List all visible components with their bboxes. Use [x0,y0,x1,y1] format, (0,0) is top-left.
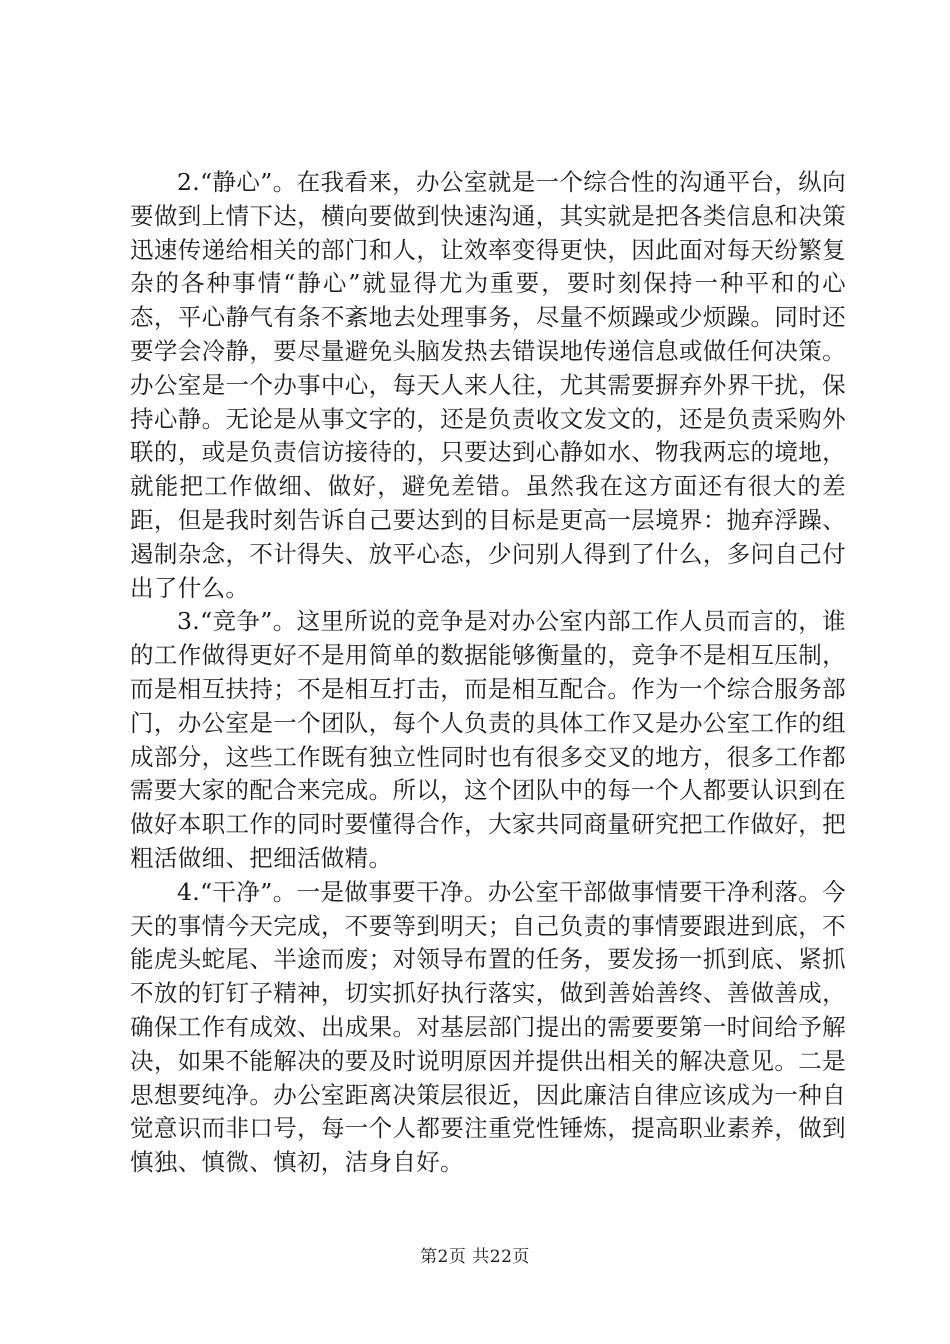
page-footer: 第2页 共22页 [420,1247,530,1267]
document-body [130,166,846,1180]
paragraph-jingzheng: 3.“竞争”。这里所说的竞争是对办公室内部工作人员而言的，谁的工作做得更好不是用简单的数据能够衡量的，竞争不是相互压制，而是相互扶持；不是相互打击，而是相互配合。作为一个综合服务部门，办公室是一个团队，每个人负责的具体工作又是办公室工作的组成部分，这些工作既有独立性同时也有很多交叉的地方，很多工作都需要大家的配合来完成。所以，这个团队中的每一个人都要认识到在做好本职工作的同时要懂得合作，大家共同商量研究把工作做好，把粗活做细、把细活做精。 [130,607,846,872]
paragraph-jingxin: 2.“静心”。在我看来，办公室就是一个综合性的沟通平台，纵向要做到上情下达，横向要做到快速沟通，其实就是把各类信息和决策迅速传递给相关的部门和人，让效率变得更快，因此面对每天纷繁复杂的各种事情“静心”就显得尤为重要，要时刻保持一种平和的心态，平心静气有条不紊地去处理事务，尽量不烦躁或少烦躁。同时还要学会冷静，要尽量避免头脑发热去错误地传递信息或做任何决策。办公室是一个办事中心，每天人来人往，尤其需要摒弃外界干扰，保持心静。无论是从事文字的，还是负责收文发文的，还是负责采购外联的，或是负责信访接待的，只要达到心静如水、物我两忘的境地，就能把工作做细、做好，避免差错。虽然我在这方面还有很大的差距，但是我时刻告诉自己要达到的目标是更高一层境界：抛弃浮躁、遏制杂念，不计得失、放平心态，少问别人得到了什么，多问自己付出了什么。 [130,168,846,602]
paragraph-ganjing: 4.“干净”。一是做事要干净。办公室干部做事情要干净利落。今天的事情今天完成，不要等到明天；自己负责的事情要跟进到底，不能虎头蛇尾、半途而废；对领导布置的任务，要发扬一抓到底、紧抓不放的钉钉子精神，切实抓好执行落实，做到善始善终、善做善成，确保工作有成效、出成果。对基层部门提出的需要要第一时间给予解决，如果不能解决的要及时说明原因并提供出相关的解决意见。二是思想要纯净。办公室距离决策层很近，因此廉洁自律应该成为一种自觉意识而非口号，每一个人都要注重党性锤炼，提高职业素养，做到慎独、慎微、慎初，洁身自好。 [130,877,846,1177]
